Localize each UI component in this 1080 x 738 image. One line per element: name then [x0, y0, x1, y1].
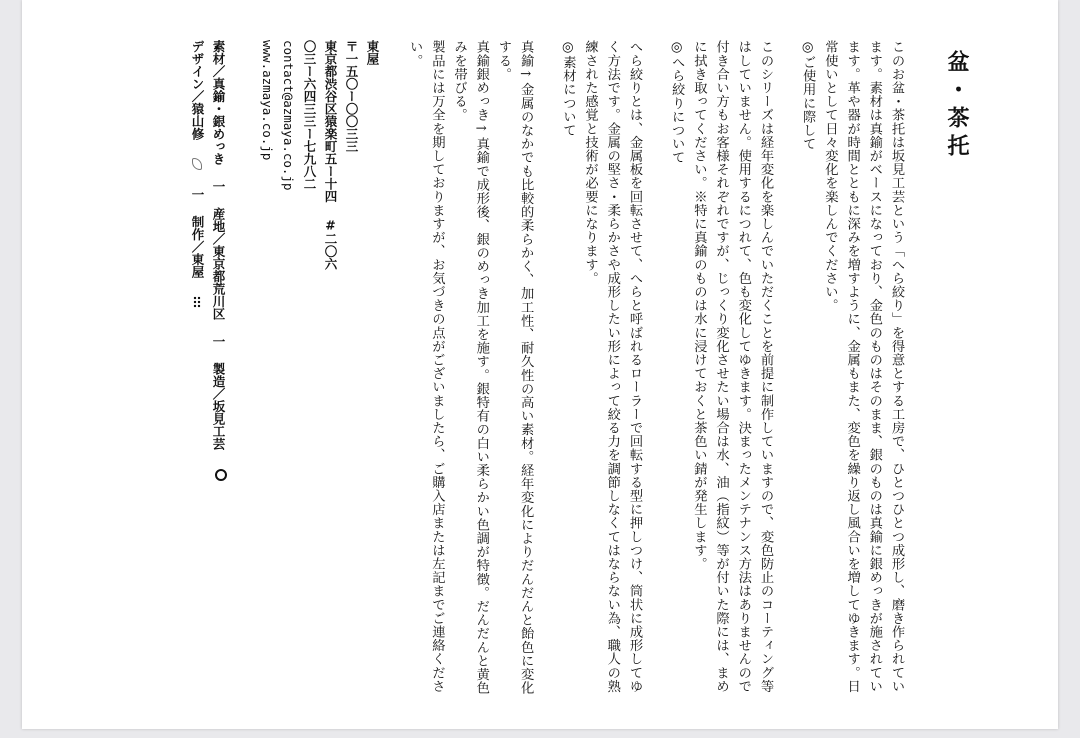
usage-paragraph: このシリーズは経年変化を楽しんでいただくことを前提に制作していますので、変色防止のコーティング等はしていません。使用するにつれて、色も変化してゆきます。決まったメンテナンス方法はありませんので付き合い方もお客様それぞれですが、じっくり変化させたい場合は水、油（指紋）等が付いた際には、まめに拭き取ってください。※特に真鍮のものは水に浸けておくと茶色い錆が発生します。: [691, 40, 773, 693]
maker-logo-icon: [215, 469, 227, 481]
viewer-right-margin: [1062, 0, 1080, 738]
credits-line-2: [187, 40, 208, 700]
leaf-mark-icon: [192, 158, 202, 170]
material-heading: ◎素材について: [560, 40, 576, 137]
company-phone: 〇三ー六四三三ー七九八二: [301, 40, 317, 190]
company-name: 東屋: [364, 40, 380, 65]
hera-heading: ◎へら絞りについて: [669, 40, 685, 165]
company-block: [257, 40, 383, 700]
company-web: www.azmaya.co.jp: [259, 40, 275, 161]
notice-paragraph: 製品には万全を期しておりますが、お気づきの点がございましたら、ご購入店または左記までご連絡ください。: [407, 40, 445, 693]
intro-paragraph: このお盆・茶托は坂見工芸という「へら絞り」を得意とする工房で、ひとつひとつ成形し、磨き作られています。素材は真鍮がベースになっており、金色のものはそのまま、銀のものは真鍮に銀めっきが施されています。革や器が時間とともに深みを増すように、金属もまた、変色を繰り返し風合いを増してゆきます。日常使いとして日々変化を楽しんでください。: [822, 40, 904, 693]
hera-paragraph: へら絞りとは、金属板を回転させて、へらと呼ばれるローラーで回転する型に押しつけ、筒状に成形してゆく方法です。金属の堅さ・柔らかさや成形したい形によって絞る力を調節しなくてはならない為、職人の熟練された感覚と技術が必要になります。: [582, 40, 642, 693]
company-postal: 〒一五〇ー〇〇三三: [343, 40, 359, 153]
company-address: 東京都渋谷区猿楽町五ー十四 #二〇六: [322, 40, 338, 270]
vertical-text-body: [169, 40, 972, 700]
usage-heading: ◎ご使用に際して: [800, 40, 816, 151]
document-page: [22, 0, 1058, 729]
dotted-logo-icon: [193, 296, 201, 308]
company-email: contact@azmaya.co.jp: [280, 40, 296, 191]
credits-line-1-text: 素材／真鍮・銀めっき 一 産地／東京都荒川区 一 製造／坂見工芸: [210, 40, 226, 450]
credits-line-1: [208, 40, 229, 700]
page-title: 盆・茶托: [944, 50, 969, 162]
credits-block: [187, 40, 229, 700]
material-brass: 真鍮→金属のなかでも比較的柔らかく、加工性、耐久性の高い素材。経年変化によりだんだんと飴色に変化する。: [495, 40, 534, 695]
material-silver: 真鍮銀めっき→真鍮で成形後、銀のめっき加工を施す。銀特有の白い柔らかい色調が特徴。だんだんと黄色みを帯びる。: [451, 40, 489, 695]
credits-producer: 一 制作／東屋: [189, 188, 205, 278]
credits-designer: デザイン／猿山修: [189, 40, 205, 140]
